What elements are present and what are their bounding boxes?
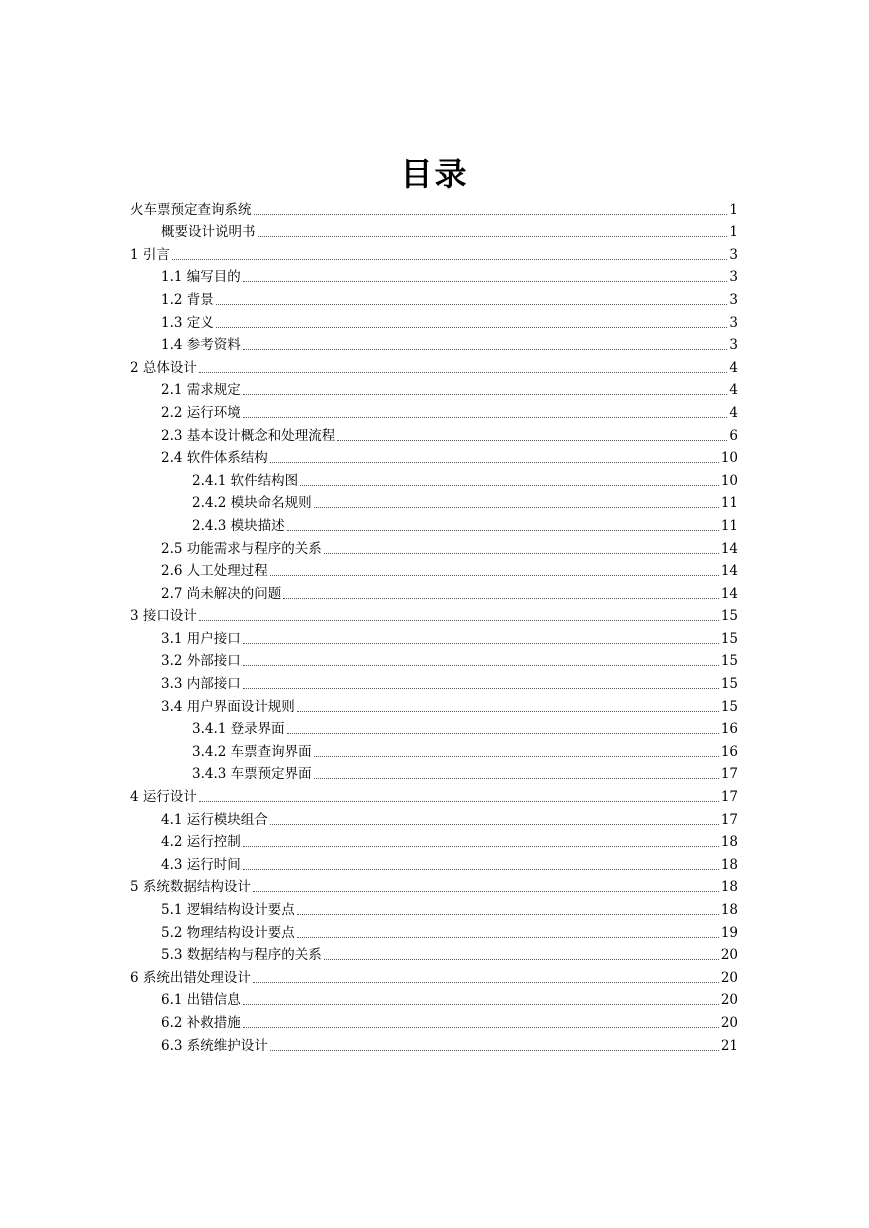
toc-entry-page-number: 3 bbox=[729, 291, 738, 308]
toc-entry-page-number: 17 bbox=[720, 789, 738, 806]
toc-dot-leader bbox=[270, 462, 719, 463]
toc-entry[interactable] bbox=[130, 535, 738, 558]
toc-entry[interactable] bbox=[130, 603, 738, 626]
toc-entry-page-number: 15 bbox=[720, 630, 738, 647]
toc-entry-page-number: 15 bbox=[720, 698, 738, 715]
toc-entry[interactable] bbox=[130, 354, 738, 377]
toc-entry-page-number: 3 bbox=[729, 337, 738, 354]
toc-entry-page-number: 20 bbox=[720, 947, 738, 964]
toc-entry-label: 2.6 人工处理过程 bbox=[161, 563, 268, 580]
toc-entry-label: 2.4 软件体系结构 bbox=[161, 450, 268, 467]
toc-entry-label: 5 系统数据结构设计 bbox=[130, 879, 251, 896]
toc-entry-page-number: 16 bbox=[720, 743, 738, 760]
toc-entry-label: 6 系统出错处理设计 bbox=[130, 969, 251, 986]
toc-entry-page-number: 19 bbox=[720, 924, 738, 941]
toc-entry-page-number: 18 bbox=[720, 834, 738, 851]
toc-entry-label: 2.2 运行环境 bbox=[161, 404, 241, 421]
toc-dot-leader bbox=[258, 236, 728, 237]
toc-entry-page-number: 4 bbox=[729, 404, 738, 421]
toc-entry-page-number: 4 bbox=[729, 382, 738, 399]
toc-dot-leader bbox=[300, 485, 719, 486]
toc-entry-label: 4 运行设计 bbox=[130, 789, 197, 806]
toc-entry-label: 4.3 运行时间 bbox=[161, 856, 241, 873]
toc-dot-leader bbox=[243, 665, 719, 666]
toc-dot-leader bbox=[199, 372, 728, 373]
toc-entry[interactable] bbox=[130, 670, 738, 693]
toc-entry[interactable] bbox=[130, 896, 738, 919]
toc-entry[interactable] bbox=[130, 309, 738, 332]
toc-entry-label: 4.2 运行控制 bbox=[161, 834, 241, 851]
toc-dot-leader bbox=[314, 756, 719, 757]
toc-entry[interactable] bbox=[130, 196, 738, 219]
page-title: 目录 bbox=[400, 155, 469, 193]
toc-entry[interactable] bbox=[130, 919, 738, 942]
toc-entry[interactable] bbox=[130, 445, 738, 468]
toc-dot-leader bbox=[287, 530, 719, 531]
toc-dot-leader bbox=[270, 1050, 719, 1051]
toc-dot-leader bbox=[270, 824, 719, 825]
toc-entry[interactable] bbox=[130, 286, 738, 309]
toc-entry[interactable] bbox=[130, 332, 738, 355]
toc-dot-leader bbox=[243, 869, 719, 870]
toc-entry[interactable] bbox=[130, 738, 738, 761]
toc-dot-leader bbox=[254, 214, 728, 215]
toc-entry-label: 2.7 尚未解决的问题 bbox=[161, 585, 282, 602]
toc-dot-leader bbox=[270, 575, 719, 576]
toc-entry-label: 1.1 编写目的 bbox=[161, 269, 241, 286]
toc-dot-leader bbox=[287, 733, 719, 734]
toc-dot-leader bbox=[297, 914, 719, 915]
toc-entry[interactable] bbox=[130, 761, 738, 784]
toc-entry-page-number: 20 bbox=[720, 992, 738, 1009]
toc-entry[interactable] bbox=[130, 625, 738, 648]
toc-entry-page-number: 1 bbox=[729, 224, 738, 241]
toc-entry[interactable] bbox=[130, 987, 738, 1010]
toc-entry-page-number: 6 bbox=[729, 427, 738, 444]
toc-entry[interactable] bbox=[130, 580, 738, 603]
toc-entry-page-number: 18 bbox=[720, 856, 738, 873]
toc-entry-page-number: 14 bbox=[720, 540, 738, 557]
toc-dot-leader bbox=[243, 688, 719, 689]
toc-entry-page-number: 20 bbox=[720, 1014, 738, 1031]
toc-dot-leader bbox=[283, 598, 719, 599]
toc-entry-page-number: 17 bbox=[720, 766, 738, 783]
toc-entry[interactable] bbox=[130, 490, 738, 513]
toc-entry-label: 3.4.2 车票查询界面 bbox=[192, 743, 312, 760]
toc-entry[interactable] bbox=[130, 399, 738, 422]
toc-entry-page-number: 14 bbox=[720, 563, 738, 580]
toc-dot-leader bbox=[199, 801, 719, 802]
toc-dot-leader bbox=[216, 304, 728, 305]
toc-entry-page-number: 21 bbox=[720, 1037, 738, 1054]
toc-entry-label: 火车票预定查询系统 bbox=[130, 201, 252, 218]
toc-entry-label: 2.4.2 模块命名规则 bbox=[192, 495, 312, 512]
toc-entry-label: 5.1 逻辑结构设计要点 bbox=[161, 902, 295, 918]
toc-entry[interactable] bbox=[130, 467, 738, 490]
toc-entry[interactable] bbox=[130, 783, 738, 806]
toc-entry-page-number: 1 bbox=[729, 201, 738, 218]
toc-entry-page-number: 18 bbox=[720, 902, 738, 918]
toc-entry-page-number: 17 bbox=[720, 811, 738, 828]
toc-entry-page-number: 10 bbox=[720, 472, 738, 489]
toc-entry[interactable] bbox=[130, 806, 738, 829]
toc-entry-page-number: 14 bbox=[720, 585, 738, 602]
toc-entry-page-number: 15 bbox=[720, 653, 738, 670]
toc-dot-leader bbox=[314, 507, 719, 508]
toc-entry-label: 2.3 基本设计概念和处理流程 bbox=[161, 427, 336, 444]
toc-entry-label: 2.1 需求规定 bbox=[161, 382, 241, 399]
toc-entry[interactable] bbox=[130, 219, 738, 242]
toc-dot-leader bbox=[243, 394, 728, 395]
toc-dot-leader bbox=[337, 440, 727, 441]
toc-dot-leader bbox=[172, 259, 728, 260]
toc-entry-label: 6.2 补救措施 bbox=[161, 1014, 241, 1031]
toc-entry-label: 概要设计说明书 bbox=[161, 224, 256, 241]
toc-entry-label: 2 总体设计 bbox=[130, 359, 197, 376]
table-of-contents bbox=[130, 196, 738, 1055]
toc-dot-leader bbox=[297, 937, 719, 938]
toc-entry-label: 3.3 内部接口 bbox=[161, 676, 241, 693]
toc-entry-page-number: 15 bbox=[720, 608, 738, 625]
toc-entry-page-number: 3 bbox=[729, 269, 738, 286]
toc-entry-label: 5.2 物理结构设计要点 bbox=[161, 924, 295, 941]
toc-dot-leader bbox=[324, 959, 719, 960]
toc-entry-label: 2.5 功能需求与程序的关系 bbox=[161, 540, 322, 557]
toc-entry[interactable] bbox=[130, 1032, 738, 1055]
toc-entry[interactable] bbox=[130, 422, 738, 445]
toc-dot-leader bbox=[324, 553, 719, 554]
toc-entry-label: 1.3 定义 bbox=[161, 314, 214, 331]
toc-entry[interactable] bbox=[130, 693, 738, 716]
toc-entry[interactable] bbox=[130, 716, 738, 739]
toc-entry[interactable] bbox=[130, 264, 738, 287]
toc-entry-page-number: 3 bbox=[729, 246, 738, 263]
toc-entry-page-number: 11 bbox=[720, 517, 738, 534]
toc-entry-label: 6.3 系统维护设计 bbox=[161, 1037, 268, 1054]
toc-entry[interactable] bbox=[130, 648, 738, 671]
toc-entry-page-number: 3 bbox=[729, 314, 738, 331]
toc-dot-leader bbox=[243, 1027, 719, 1028]
toc-entry-page-number: 11 bbox=[720, 495, 738, 512]
toc-dot-leader bbox=[243, 281, 728, 282]
toc-dot-leader bbox=[253, 982, 719, 983]
toc-entry[interactable] bbox=[130, 851, 738, 874]
toc-dot-leader bbox=[243, 417, 728, 418]
toc-dot-leader bbox=[199, 620, 719, 621]
toc-entry-label: 3 接口设计 bbox=[130, 608, 197, 625]
toc-entry-label: 3.4.3 车票预定界面 bbox=[192, 766, 312, 783]
toc-dot-leader bbox=[253, 891, 719, 892]
toc-entry-label: 3.4.1 登录界面 bbox=[192, 721, 285, 738]
toc-dot-leader bbox=[243, 846, 719, 847]
toc-entry-page-number: 10 bbox=[720, 450, 738, 467]
toc-entry-label: 5.3 数据结构与程序的关系 bbox=[161, 947, 322, 964]
toc-entry-label: 2.4.1 软件结构图 bbox=[192, 472, 299, 489]
toc-entry-label: 2.4.3 模块描述 bbox=[192, 517, 285, 534]
toc-entry-page-number: 4 bbox=[729, 359, 738, 376]
toc-entry[interactable] bbox=[130, 377, 738, 400]
toc-entry-page-number: 18 bbox=[720, 879, 738, 896]
toc-entry-label: 4.1 运行模块组合 bbox=[161, 811, 268, 828]
toc-dot-leader bbox=[297, 711, 719, 712]
toc-entry[interactable] bbox=[130, 1009, 738, 1032]
toc-entry-label: 1.4 参考资料 bbox=[161, 337, 241, 354]
toc-entry-page-number: 15 bbox=[720, 676, 738, 693]
toc-entry-label: 1 引言 bbox=[130, 246, 170, 263]
toc-dot-leader bbox=[243, 349, 728, 350]
toc-entry-page-number: 20 bbox=[720, 969, 738, 986]
toc-entry-label: 6.1 出错信息 bbox=[161, 992, 241, 1009]
toc-entry-label: 1.2 背景 bbox=[161, 291, 214, 308]
toc-entry-label: 3.4 用户界面设计规则 bbox=[161, 698, 295, 715]
toc-dot-leader bbox=[243, 1004, 719, 1005]
toc-dot-leader bbox=[216, 327, 728, 328]
toc-entry-page-number: 16 bbox=[720, 721, 738, 738]
toc-dot-leader bbox=[314, 778, 719, 779]
toc-entry[interactable] bbox=[130, 942, 738, 965]
toc-entry[interactable] bbox=[130, 241, 738, 264]
toc-entry[interactable] bbox=[130, 512, 738, 535]
toc-entry[interactable] bbox=[130, 558, 738, 581]
toc-entry-label: 3.2 外部接口 bbox=[161, 653, 241, 670]
toc-entry[interactable] bbox=[130, 829, 738, 852]
toc-entry[interactable] bbox=[130, 964, 738, 987]
toc-dot-leader bbox=[243, 643, 719, 644]
toc-entry[interactable] bbox=[130, 874, 738, 897]
toc-entry-label: 3.1 用户接口 bbox=[161, 630, 241, 647]
